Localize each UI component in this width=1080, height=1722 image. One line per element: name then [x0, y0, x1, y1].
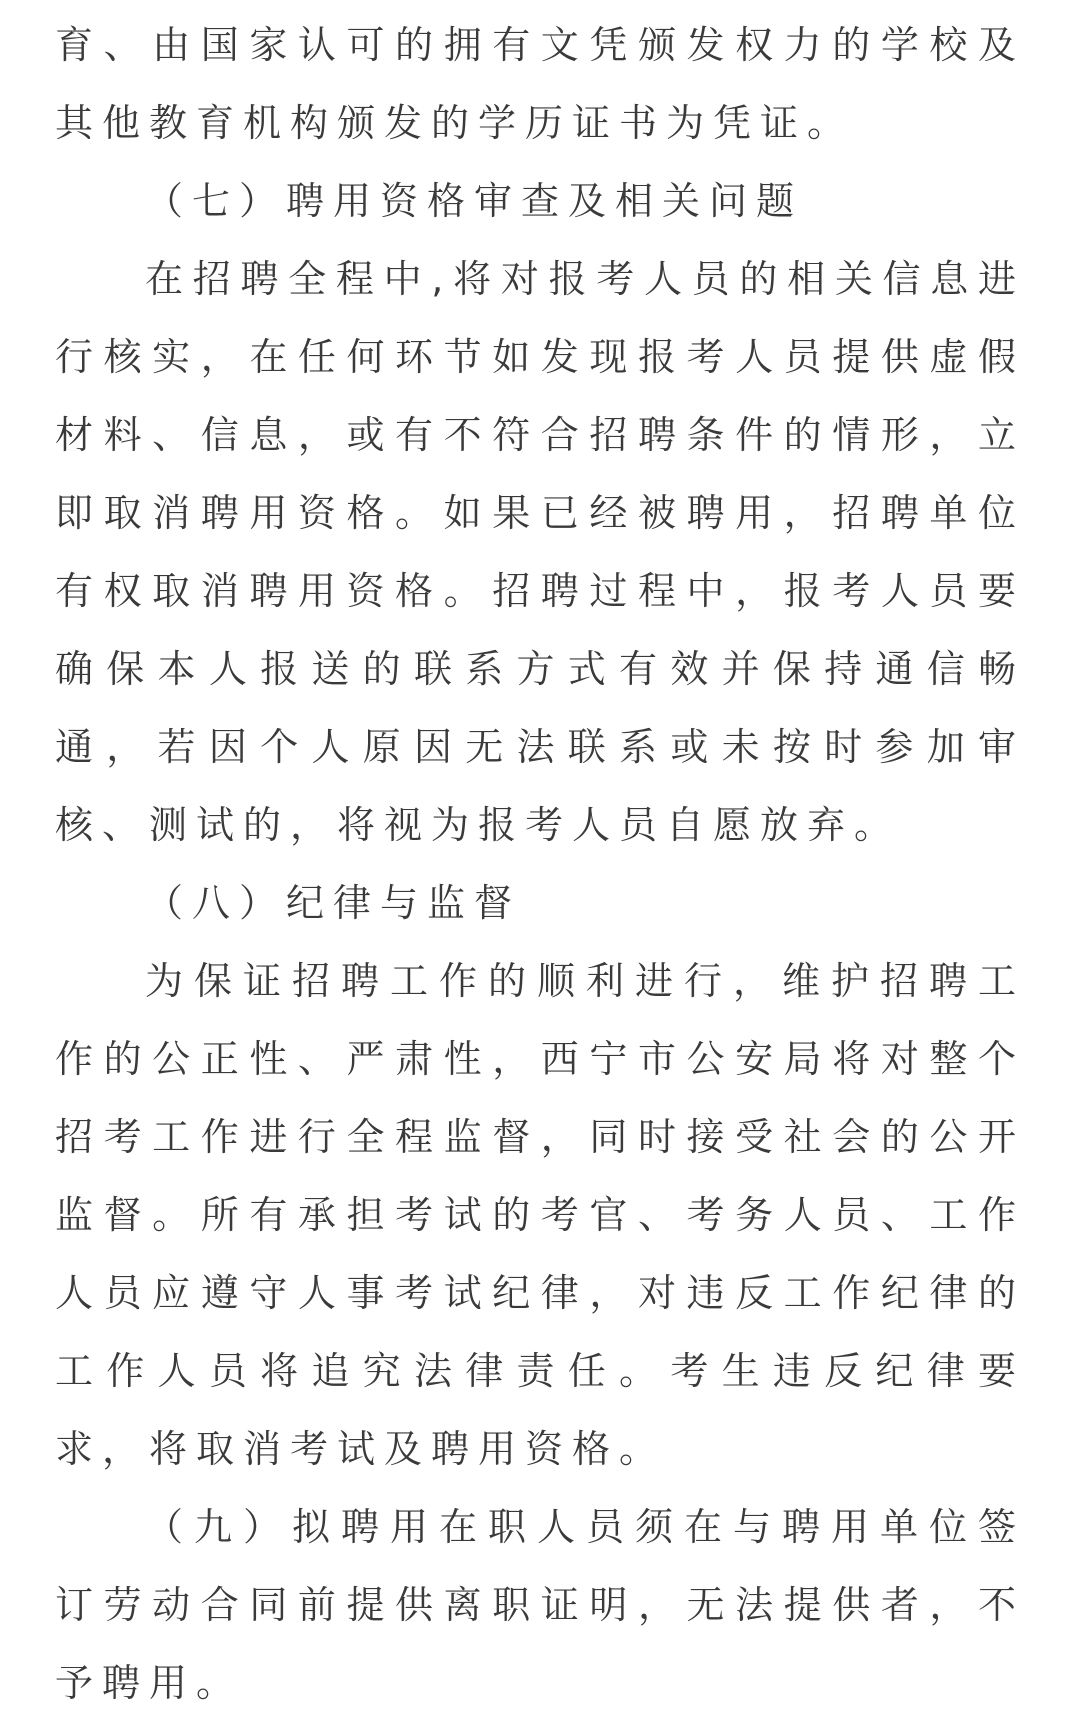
paragraph-discipline: 为保证招聘工作的顺利进行，维护招聘工作的公正性、严肃性，西宁市公安局将对整个招考工作进行全程监督，同时接受社会的公开监督。所有承担考试的考官、考务人员、工作人员应遵守人事考试纪律，对违反工作纪律的工作人员将追究法律责任。考生违反纪律要求，将取消考试及聘用资格。: [55, 959, 1025, 1471]
paragraph-qualification-review: 在招聘全程中,将对报考人员的相关信息进行核实，在任何环节如发现报考人员提供虚假材料、信息，或有不符合招聘条件的情形，立即取消聘用资格。如果已经被聘用，招聘单位有权取消聘用资格。招聘过程中，报考人员要确保本人报送的联系方式有效并保持通信畅通，若因个人原因无法联系或未按时参加审核、测试的，将视为报考人员自愿放弃。: [55, 257, 1025, 847]
paragraph-qualification-end: 育、由国家认可的拥有文凭颁发权力的学校及其他教育机构颁发的学历证书为凭证。: [55, 23, 1025, 145]
section-item-9: （九）拟聘用在职人员须在与聘用单位签订劳动合同前提供离职证明，无法提供者，不予聘用。: [55, 1505, 1025, 1705]
section-heading-8: （八）纪律与监督: [145, 881, 522, 925]
article-body: [55, 6, 1025, 1722]
section-heading-7: （七）聘用资格审查及相关问题: [145, 179, 804, 223]
